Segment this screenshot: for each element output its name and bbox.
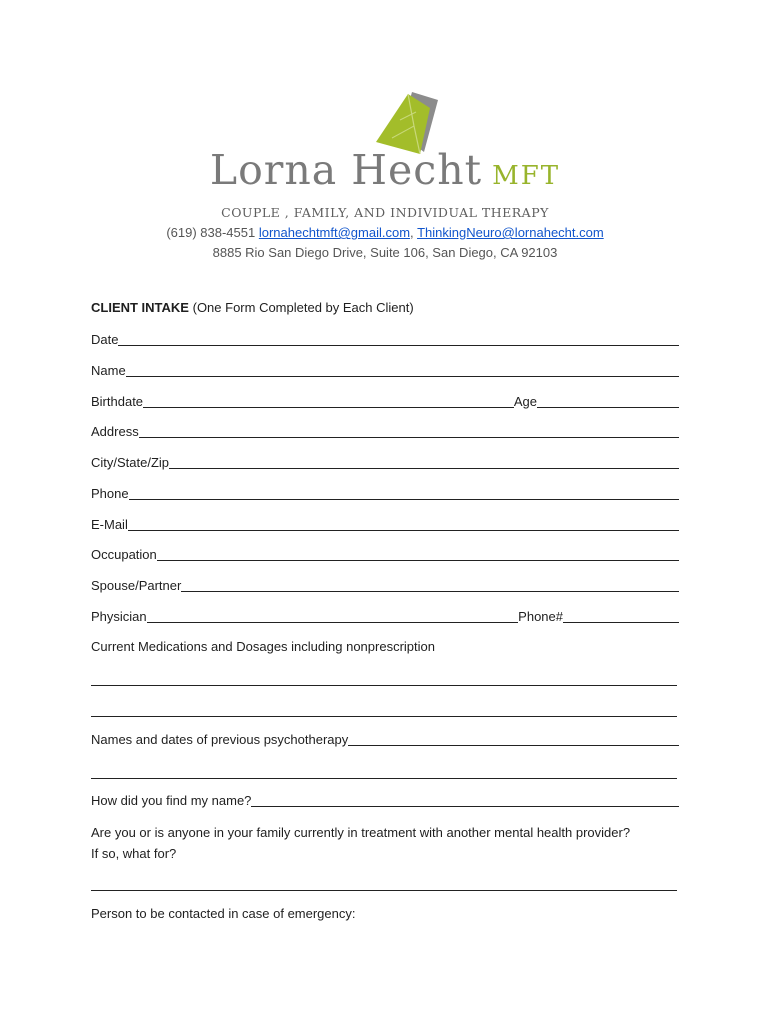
form-title — [91, 300, 414, 316]
phone-number: (619) 838-4551 — [166, 225, 256, 240]
address-row — [91, 424, 679, 440]
brand-suffix: MFT — [492, 161, 561, 191]
name-row — [91, 363, 679, 379]
medications-line-1[interactable] — [91, 685, 677, 686]
email-link-secondary[interactable]: ThinkingNeuro@lornahecht.com — [417, 225, 604, 240]
tagline: COUPLE , FAMILY, AND INDIVIDUAL THERAPY — [221, 205, 549, 220]
occupation-label: Occupation — [91, 547, 157, 562]
age-field[interactable] — [537, 394, 679, 408]
email-field[interactable] — [128, 517, 679, 531]
email-row — [91, 517, 679, 533]
date-field[interactable] — [118, 332, 679, 346]
phone-row — [91, 486, 679, 502]
medications-label: Current Medications and Dosages including nonprescription — [91, 639, 435, 654]
form-title-note: (One Form Completed by Each Client) — [192, 300, 414, 315]
contact-line — [0, 225, 770, 240]
occupation-row — [91, 547, 679, 563]
phone-label: Phone — [91, 486, 129, 501]
form-title-bold: CLIENT INTAKE — [91, 300, 189, 315]
birthdate-field[interactable] — [143, 394, 514, 408]
physician-row — [91, 609, 679, 625]
physician-field[interactable] — [147, 609, 519, 623]
email-label: E-Mail — [91, 517, 128, 532]
office-address: 8885 Rio San Diego Drive, Suite 106, San Diego, CA 92103 — [212, 245, 558, 260]
psychotherapy-field[interactable] — [348, 732, 679, 746]
birthdate-label: Birthdate — [91, 394, 144, 409]
psychotherapy-line-2[interactable] — [91, 778, 677, 779]
brand-name: Lorna Hecht — [209, 146, 483, 194]
medications-line-2[interactable] — [91, 716, 677, 717]
date-label: Date — [91, 332, 119, 347]
city-label: City/State/Zip — [91, 455, 170, 470]
phone-field[interactable] — [129, 486, 679, 500]
other-treatment-question-line-2: If so, what for? — [91, 846, 177, 861]
psychotherapy-row — [91, 732, 679, 748]
age-label: Age — [513, 394, 537, 409]
found-name-label: How did you find my name? — [91, 793, 252, 808]
physician-phone-label: Phone# — [518, 609, 563, 624]
found-name-row — [91, 793, 679, 809]
found-name-field[interactable] — [251, 793, 679, 807]
emergency-contact-label: Person to be contacted in case of emergency: — [91, 906, 356, 921]
spouse-label: Spouse/Partner — [91, 578, 182, 593]
city-row — [91, 455, 679, 471]
brand-logo-text — [0, 146, 770, 194]
address-field[interactable] — [139, 424, 679, 438]
other-treatment-question-line-1: Are you or is anyone in your family currently in treatment with another mental health provider? — [91, 825, 631, 840]
name-label: Name — [91, 363, 126, 378]
name-field[interactable] — [126, 363, 679, 377]
birthdate-row — [91, 394, 679, 410]
other-treatment-question — [91, 822, 691, 864]
psychotherapy-label: Names and dates of previous psychotherapy — [91, 732, 349, 747]
other-treatment-line[interactable] — [91, 890, 677, 891]
occupation-field[interactable] — [157, 547, 679, 561]
spouse-field[interactable] — [181, 578, 679, 592]
city-field[interactable] — [169, 455, 679, 469]
physician-label: Physician — [91, 609, 147, 624]
spouse-row — [91, 578, 679, 594]
contact-separator: , — [410, 225, 414, 240]
address-label: Address — [91, 424, 139, 439]
physician-phone-field[interactable] — [563, 609, 679, 623]
date-row — [91, 332, 679, 348]
email-link-primary[interactable]: lornahechtmft@gmail.com — [258, 225, 411, 240]
